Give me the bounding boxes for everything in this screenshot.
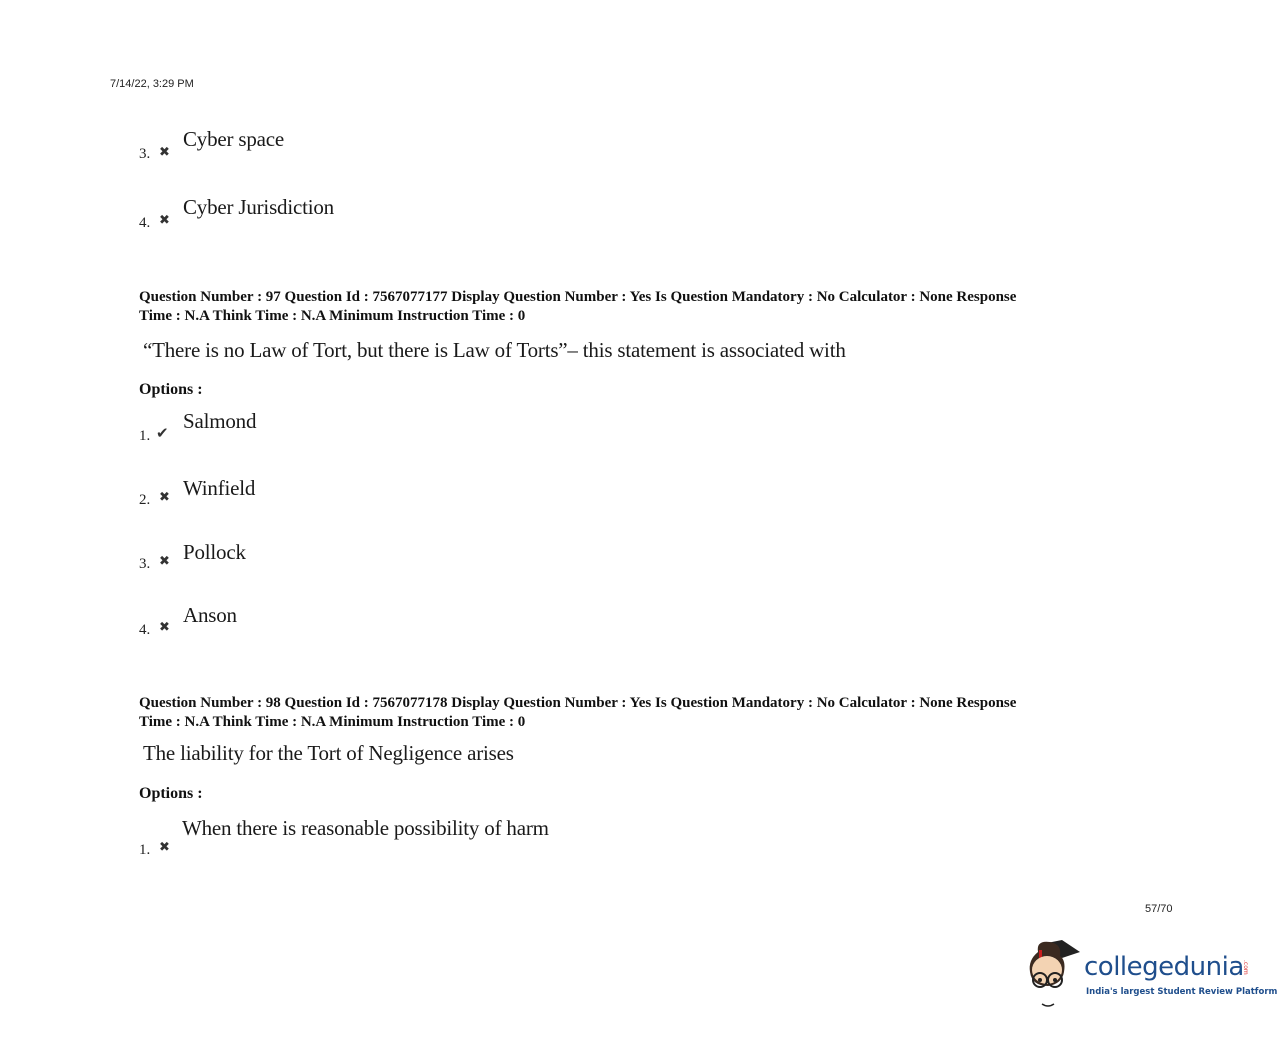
option-text: Pollock bbox=[183, 540, 246, 564]
collegedunia-logo bbox=[1022, 938, 1278, 1008]
question-meta-line: Time : N.A Think Time : N.A Minimum Instruction Time : 0 bbox=[139, 714, 526, 730]
question-meta-line: Question Number : 97 Question Id : 7567077177 Display Question Number : Yes Is Question Mandatory : No Calculator : None Response bbox=[139, 289, 1017, 305]
cross-icon: ✖ bbox=[159, 212, 170, 227]
question-text: “There is no Law of Tort, but there is Law of Torts”– this statement is associated with bbox=[143, 338, 846, 362]
option-text: Cyber space bbox=[183, 127, 285, 151]
logo-wordmark: collegedunia bbox=[1084, 952, 1244, 982]
option-number: 1. bbox=[139, 842, 151, 858]
option-number: 1. bbox=[139, 428, 151, 444]
cross-icon: ✖ bbox=[159, 839, 170, 854]
option-number: 2. bbox=[139, 492, 151, 508]
question-meta bbox=[139, 288, 1169, 326]
question-meta bbox=[139, 694, 1169, 732]
question-meta-line: Time : N.A Think Time : N.A Minimum Instruction Time : 0 bbox=[139, 308, 526, 324]
page-number: 57/70 bbox=[1145, 903, 1173, 915]
question-text: The liability for the Tort of Negligence arises bbox=[143, 741, 514, 765]
graduate-mascot-icon bbox=[1022, 938, 1084, 1008]
print-timestamp: 7/14/22, 3:29 PM bbox=[110, 78, 194, 90]
options-label: Options : bbox=[139, 381, 203, 398]
option-number: 4. bbox=[139, 622, 151, 638]
logo-suffix: .com bbox=[1242, 960, 1249, 975]
cross-icon: ✖ bbox=[159, 144, 170, 159]
cross-icon: ✖ bbox=[159, 619, 170, 634]
option-text: Cyber Jurisdiction bbox=[183, 195, 334, 219]
option-text: Salmond bbox=[183, 409, 257, 433]
option-number: 4. bbox=[139, 215, 151, 231]
option-number: 3. bbox=[139, 146, 151, 162]
question-meta-line: Question Number : 98 Question Id : 7567077178 Display Question Number : Yes Is Question Mandatory : No Calculator : None Response bbox=[139, 695, 1017, 711]
cross-icon: ✖ bbox=[159, 553, 170, 568]
option-text: Anson bbox=[183, 603, 237, 627]
option-text: Winfield bbox=[183, 476, 256, 500]
options-label: Options : bbox=[139, 785, 203, 802]
option-number: 3. bbox=[139, 556, 151, 572]
cross-icon: ✖ bbox=[159, 489, 170, 504]
checkmark-icon: ✔ bbox=[156, 426, 169, 442]
logo-tagline: India's largest Student Review Platform bbox=[1086, 987, 1278, 997]
option-text: When there is reasonable possibility of harm bbox=[182, 816, 549, 840]
